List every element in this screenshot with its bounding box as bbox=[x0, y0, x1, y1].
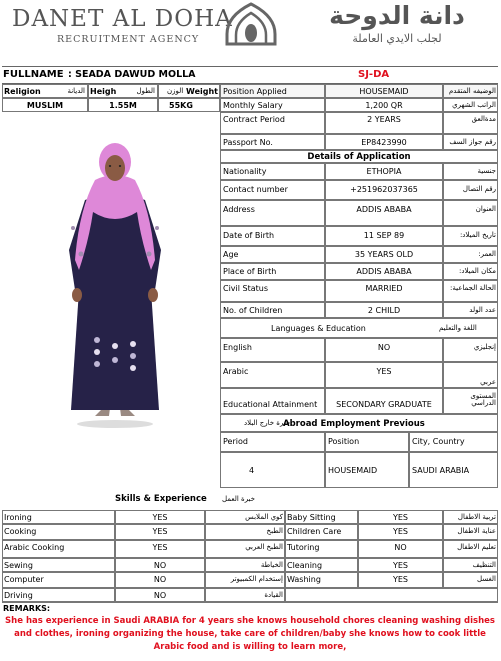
agency-name-en: DANET AL DOHA bbox=[12, 6, 233, 32]
candidate-code: SJ-DA bbox=[358, 69, 390, 80]
weight-value: 55KG bbox=[158, 98, 220, 112]
nationality-value: ETHOPIA bbox=[325, 163, 443, 180]
candidate-photo bbox=[55, 140, 175, 430]
address-value: ADDIS ABABA bbox=[325, 200, 443, 226]
education-value: SECONDARY GRADUATE bbox=[325, 388, 443, 414]
skill-label: Baby Sitting bbox=[285, 510, 358, 524]
skill-label-ar: القيادة bbox=[205, 588, 285, 602]
skill-label: Driving bbox=[2, 588, 115, 602]
weight-header: الوزن Weight bbox=[158, 84, 220, 98]
employment-header-period: Period bbox=[220, 432, 325, 452]
nationality-label: Nationality bbox=[220, 163, 325, 180]
contract-period-ar: مدةالعق bbox=[443, 112, 498, 134]
agency-subtitle-en: RECRUITMENT AGENCY bbox=[57, 34, 200, 45]
height-header: Heigh الطول bbox=[88, 84, 158, 98]
skill-label-ar: الغسل bbox=[443, 572, 498, 588]
address-label: Address bbox=[220, 200, 325, 226]
children-value: 2 CHILD bbox=[325, 302, 443, 318]
remarks-label: REMARKS: bbox=[3, 604, 51, 613]
education-label: Educational Attainment bbox=[220, 388, 325, 414]
skill-value: YES bbox=[115, 524, 205, 540]
english-value: NO bbox=[325, 338, 443, 362]
contact-number-value: +251962037365 bbox=[325, 180, 443, 200]
skills-section-title: Skills & Experience خبرة العمل bbox=[115, 494, 255, 504]
remarks-box bbox=[2, 602, 498, 658]
agency-logo-icon bbox=[222, 2, 280, 48]
skill-value: YES bbox=[358, 524, 443, 540]
arabic-ar: عربي bbox=[443, 362, 498, 388]
arabic-label: Arabic bbox=[220, 362, 325, 388]
monthly-salary-label: Monthly Salary bbox=[220, 98, 325, 112]
skill-label-ar: الخياطة bbox=[205, 558, 285, 572]
contact-number-label: Contact number bbox=[220, 180, 325, 200]
employment-header-city: City, Country bbox=[409, 432, 498, 452]
age-value: 35 YEARS OLD bbox=[325, 246, 443, 263]
civil-status-label: Civil Status bbox=[220, 280, 325, 302]
english-label: English bbox=[220, 338, 325, 362]
skill-label-ar: التنظيف bbox=[443, 558, 498, 572]
date-of-birth-value: 11 SEP 89 bbox=[325, 226, 443, 246]
education-ar: المستوى الدراسي bbox=[443, 388, 498, 414]
skill-value: YES bbox=[358, 572, 443, 588]
skill-label-ar: عناية الاطفال bbox=[443, 524, 498, 540]
skill-value: NO bbox=[115, 588, 205, 602]
employment-period-value: 4 bbox=[220, 452, 325, 488]
skill-value: YES bbox=[358, 510, 443, 524]
employment-header-position: Position bbox=[325, 432, 409, 452]
children-label: No. of Children bbox=[220, 302, 325, 318]
arabic-value: YES bbox=[325, 362, 443, 388]
contract-period-value: 2 YEARS bbox=[325, 112, 443, 134]
agency-subtitle-ar: لجلب الايدي العاملة bbox=[352, 32, 442, 45]
skill-value: NO bbox=[358, 540, 443, 558]
date-of-birth-label: Date of Birth bbox=[220, 226, 325, 246]
skill-value: YES bbox=[358, 558, 443, 572]
skill-label: Arabic Cooking bbox=[2, 540, 115, 558]
position-applied-value: HOUSEMAID bbox=[325, 84, 443, 98]
monthly-salary-ar: الراتب الشهري bbox=[443, 98, 498, 112]
contract-period-label: Contract Period bbox=[220, 112, 325, 134]
children-ar: عدد الولد bbox=[443, 302, 498, 318]
religion-header: Religion الديانة bbox=[2, 84, 88, 98]
header bbox=[0, 0, 501, 60]
civil-status-ar: الحالة الجماعية: bbox=[443, 280, 498, 302]
skill-value: YES bbox=[115, 510, 205, 524]
place-of-birth-label: Place of Birth bbox=[220, 263, 325, 280]
skill-value: YES bbox=[115, 540, 205, 558]
civil-status-value: MARRIED bbox=[325, 280, 443, 302]
monthly-salary-value: 1,200 QR bbox=[325, 98, 443, 112]
fullname-label: FULLNAME bbox=[3, 69, 64, 80]
passport-label: Passport No. bbox=[220, 134, 325, 150]
position-applied-label: Position Applied bbox=[220, 84, 325, 98]
skill-label: Cooking bbox=[2, 524, 115, 540]
agency-name-ar: دانة الدوحة bbox=[329, 1, 465, 30]
passport-value: EP8423990 bbox=[325, 134, 443, 150]
employment-position-value: HOUSEMAID bbox=[325, 452, 409, 488]
skill-label: Cleaning bbox=[285, 558, 358, 572]
fullname-value: : SEADA DAWUD MOLLA bbox=[68, 69, 196, 80]
details-section-title: Details of Application bbox=[220, 150, 498, 163]
nationality-ar: جنسية bbox=[443, 163, 498, 180]
place-of-birth-value: ADDIS ABABA bbox=[325, 263, 443, 280]
skill-label: Computer bbox=[2, 572, 115, 588]
skill-label-ar: كوي الملابس bbox=[205, 510, 285, 524]
age-ar: العمر: bbox=[443, 246, 498, 263]
skill-label-ar: الطبخ bbox=[205, 524, 285, 540]
skill-label: Washing bbox=[285, 572, 358, 588]
employment-city-value: SAUDI ARABIA bbox=[409, 452, 498, 488]
date-of-birth-ar: تاريخ الميلاد: bbox=[443, 226, 498, 246]
languages-section-title: Languages & Education اللغة والتعليم bbox=[220, 318, 498, 338]
skill-label: Children Care bbox=[285, 524, 358, 540]
skill-label-ar: تعليم الاطفال bbox=[443, 540, 498, 558]
height-value: 1.55M bbox=[88, 98, 158, 112]
fullname-row bbox=[2, 66, 498, 84]
passport-ar: رقم جواز السف bbox=[443, 134, 498, 150]
contact-number-ar: رقم التصال bbox=[443, 180, 498, 200]
employment-section-title: خبرة خارج البلاد Abroad Employment Previous bbox=[220, 414, 498, 432]
skill-label-ar: تربية الاطفال bbox=[443, 510, 498, 524]
skill-label-ar: إستخدام الكمبيوتر bbox=[205, 572, 285, 588]
english-ar: إنجليزي bbox=[443, 338, 498, 362]
position-applied-ar: الوضيفه المتقدم bbox=[443, 84, 498, 98]
skill-label-ar: الطبخ العربي bbox=[205, 540, 285, 558]
address-ar: العنوان bbox=[443, 200, 498, 226]
age-label: Age bbox=[220, 246, 325, 263]
place-of-birth-ar: مكان الميلاد: bbox=[443, 263, 498, 280]
religion-value: MUSLIM bbox=[2, 98, 88, 112]
skill-empty-cell bbox=[285, 588, 498, 602]
skill-value: NO bbox=[115, 558, 205, 572]
skill-label: Tutoring bbox=[285, 540, 358, 558]
remarks-text: She has experience in Saudi ARABIA for 4 years she knows household chores cleaning washing dishes and clothes, ironing organizing the house, take care of children/baby she knows how to cook little Arabic food and is willing to learn more, bbox=[5, 616, 495, 652]
skill-label: Ironing bbox=[2, 510, 115, 524]
skill-label: Sewing bbox=[2, 558, 115, 572]
skill-value: NO bbox=[115, 572, 205, 588]
